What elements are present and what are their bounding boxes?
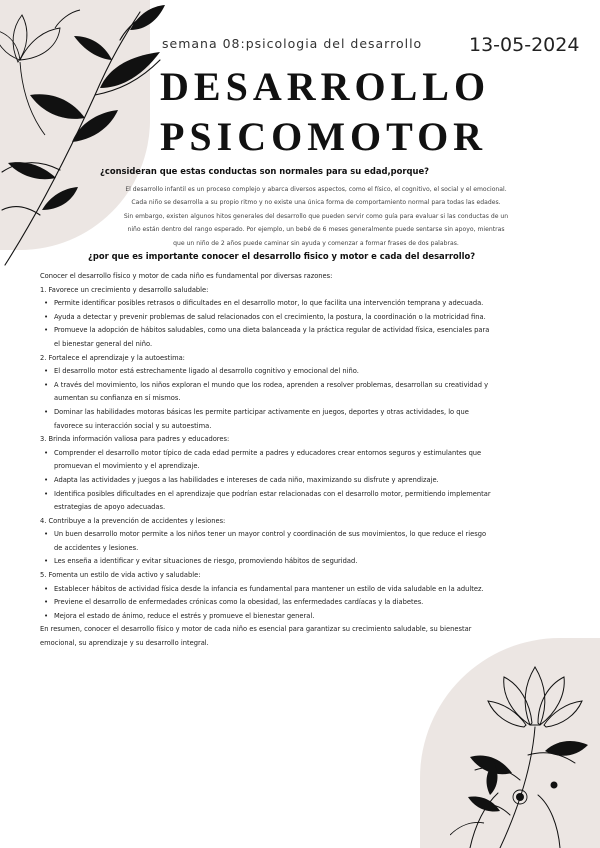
closing-line: emocional, su aprendizaje y su desarrollo integral. <box>40 639 209 648</box>
bullet-item <box>40 596 560 610</box>
bullet-item <box>40 406 560 433</box>
section-heading: 3. Brinda información valiosa para padres y educadores: <box>40 435 230 444</box>
bullet-text: • Permite identificar posibles retrasos o dificultades en el desarrollo motor, lo que facilita una intervención temprana y adecuada. <box>54 299 484 308</box>
bullet-item <box>40 379 560 406</box>
lead-sentence: Conocer el desarrollo físico y motor de cada niño es fundamental por diversas razones: <box>40 272 333 280</box>
bullet-list <box>40 583 560 624</box>
section-heading: 1. Favorece un crecimiento y desarrollo saludable: <box>40 285 209 294</box>
bullet-item <box>40 474 560 488</box>
bullet-text: favorece su interacción social y su autoestima. <box>54 421 212 430</box>
bullet-text: el bienestar general del niño. <box>54 339 153 348</box>
bullet-text: • Promueve la adopción de hábitos saludables, como una dieta balanceada y la práctica regular de actividad física, esenciales para <box>54 326 490 335</box>
bullet-list <box>40 447 560 515</box>
intro-line: niño están dentro del rango esperado. Por ejemplo, un bebé de 6 meses generalmente puede sentarse sin apoyo, mientras <box>127 226 505 234</box>
bullet-list <box>40 365 560 433</box>
bullet-item <box>40 297 560 311</box>
bullet-text: aumentan su confianza en sí mismos. <box>54 394 181 403</box>
bullet-item <box>40 488 560 515</box>
page-title-line-1: DESARROLLO <box>160 64 491 109</box>
bullet-text: • Ayuda a detectar y prevenir problemas de salud relacionados con el crecimiento, la postura, la coordinación o la motricidad fina. <box>54 312 486 321</box>
closing-line: En resumen, conocer el desarrollo físico y motor de cada niño es esencial para garantizar su crecimiento saludable, su bienestar <box>40 625 472 634</box>
question-2: ¿por que es importante conocer el desarrollo fisico y motor e cada del desarrollo? <box>88 251 476 261</box>
intro-line: que un niño de 2 años puede caminar sin ayuda y comenzar a formar frases de dos palabras. <box>173 239 459 247</box>
intro-paragraph <box>80 183 552 250</box>
bullet-text: de accidentes y lesiones. <box>54 543 139 552</box>
bullet-item <box>40 610 560 624</box>
closing-paragraph <box>40 623 560 650</box>
question-1: ¿consideran que estas conductas son normales para su edad,porque? <box>100 166 430 176</box>
bullet-list <box>40 528 560 569</box>
floral-branch-bottom-right-icon <box>450 655 600 848</box>
section-heading: 4. Contribuye a la prevención de accidentes y lesiones: <box>40 516 226 525</box>
bullet-text: promuevan el movimiento y el aprendizaje. <box>54 462 200 471</box>
bullet-text: • Adapta las actividades y juegos a las habilidades e intereses de cada niño, maximizando su disfrute y aprendizaje. <box>54 475 439 484</box>
bullet-text: • El desarrollo motor está estrechamente ligado al desarrollo cognitivo y emocional del niño. <box>54 367 359 376</box>
document-date: 13-05-2024 <box>469 34 580 56</box>
course-subtitle: semana 08:psicologia del desarrollo <box>162 36 423 51</box>
bullet-list <box>40 297 560 351</box>
bullet-text: • Un buen desarrollo motor permite a los niños tener un mayor control y coordinación de sus movimientos, lo que reduce el riesgo <box>54 530 487 539</box>
bullet-item <box>40 555 560 569</box>
page-title-line-2: PSICOMOTOR <box>160 114 488 159</box>
intro-line: El desarrollo infantil es un proceso complejo y abarca diversos aspectos, como el físico, el cognitivo, el social y el emocional. <box>125 186 507 193</box>
intro-line: Sin embargo, existen algunos hitos generales del desarrollo que pueden servir como guía para evaluar si las conductas de un <box>123 212 509 220</box>
bullet-text: • Establecer hábitos de actividad física desde la infancia es fundamental para mantener un estilo de vida saludable en la adultez. <box>54 584 484 593</box>
section-heading: 2. Fortalece el aprendizaje y la autoestima: <box>40 353 185 362</box>
bullet-text: estrategias de apoyo adecuadas. <box>54 503 166 512</box>
intro-line: Cada niño se desarrolla a su propio ritmo y no existe una única forma de comportamiento normal para todas las edades. <box>131 199 501 207</box>
bullet-item <box>40 528 560 555</box>
bullet-item <box>40 311 560 325</box>
bullet-text: • A través del movimiento, los niños exploran el mundo que los rodea, aprenden a resolver problemas, desarrollan su creatividad y <box>54 380 489 389</box>
bullet-item <box>40 365 560 379</box>
bullet-item <box>40 447 560 474</box>
bullet-text: • Previene el desarrollo de enfermedades crónicas como la obesidad, las enfermedades cardíacas y la diabetes. <box>54 598 424 607</box>
section-heading: 5. Fomenta un estilo de vida activo y saludable: <box>40 571 201 580</box>
bullet-text: • Mejora el estado de ánimo, reduce el estrés y promueve el bienestar general. <box>54 611 315 620</box>
bullet-item <box>40 583 560 597</box>
bullet-text: • Dominar las habilidades motoras básicas les permite participar activamente en juegos, deportes y otras actividades, lo que <box>54 407 469 416</box>
answer-body <box>40 270 560 651</box>
bullet-text: • Comprender el desarrollo motor típico de cada edad permite a padres y educadores crear entornos seguros y estimulantes que <box>54 448 482 457</box>
bullet-item <box>40 324 560 351</box>
bullet-text: • Identifica posibles dificultades en el aprendizaje que podrían estar relacionadas con el desarrollo motor, permitiendo implementar <box>54 489 491 498</box>
bullet-text: • Les enseña a identificar y evitar situaciones de riesgo, promoviendo hábitos de seguridad. <box>54 557 358 566</box>
